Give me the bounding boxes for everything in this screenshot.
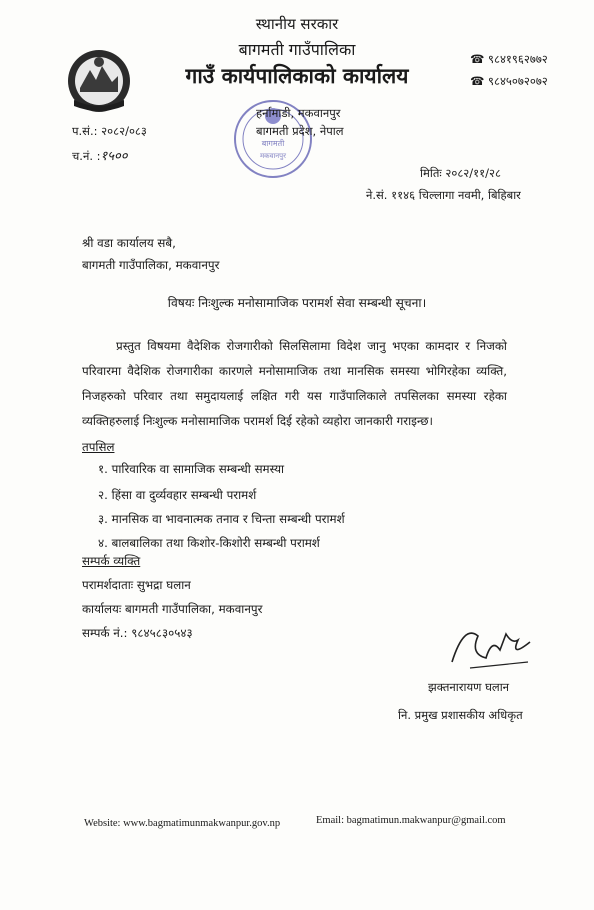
- header-line-office: गाउँ कार्यपालिकाको कार्यालय: [185, 64, 409, 88]
- schedule-item: ३. मानसिक वा भावनात्मक तनाव र चिन्ता सम्बन्धी परामर्श: [98, 512, 345, 526]
- footer-email: Email: bagmatimun.makwanpur@gmail.com: [316, 815, 506, 826]
- contact-heading: सम्पर्क व्यक्ति: [82, 554, 141, 568]
- recipient-line-2: बागमती गाउँपालिका, मकवानपुर: [82, 258, 220, 272]
- schedule-item: ४. बालबालिका तथा किशोर-किशोरी सम्बन्धी परामर्श: [98, 536, 320, 550]
- footer-website: Website: www.bagmatimunmakwanpur.gov.np: [84, 818, 281, 829]
- schedule-item: १. पारिवारिक वा सामाजिक सम्बन्धी समस्या: [98, 462, 285, 476]
- body-paragraph: प्रस्तुत विषयमा वैदेशिक रोजगारीको सिलसिलामा विदेश जानु भएका कामदार र निजको परिवारमा वैदेशिक रोजगारीका कारणले मनोसामाजिक तथा मानसिक समस्या भोगिरहेका व्यक्ति, निजहरुको परिवार तथा समुदायलाई लक्षित गरी यस गाउँपालिकाले तपसिलका समस्या रहेका व्यक्तिहरुलाई निःशुल्क मनोसामाजिक परामर्श दिई रहेको व्यहोरा जानकारी गराइन्छ।: [82, 339, 507, 428]
- phone-icon: ☎: [470, 74, 485, 88]
- svg-text:मकवानपुर: मकवानपुर: [260, 152, 286, 160]
- signatory-name: झक्तनारायण घलान: [428, 680, 510, 694]
- svg-text:बागमती: बागमती: [261, 139, 285, 148]
- header-line-province: बागमती प्रदेश, नेपाल: [256, 124, 344, 138]
- contact-phone: सम्पर्क नं.: ९८४५८३०५४३: [82, 626, 193, 640]
- contact-office: कार्यालयः बागमती गाउँपालिका, मकवानपुर: [82, 602, 263, 616]
- schedule-item: २. हिंसा वा दुर्व्यवहार सम्बन्धी परामर्श: [98, 488, 257, 502]
- header-line-municipality: बागमती गाउँपालिका: [238, 40, 356, 59]
- schedule-heading: तपसिल: [82, 440, 115, 454]
- phone-2: ☎ ९८४५०७२०७२: [470, 74, 548, 88]
- header-line-address: हर्नामाडी, मकवानपुर: [256, 106, 341, 120]
- reference-number: प.सं.: २०८२/०८३: [72, 124, 147, 138]
- subject: विषयः निःशुल्क मनोसामाजिक परामर्श सेवा सम्बन्धी सूचना।: [167, 296, 427, 310]
- nepal-sambat-date: ने.सं. ११४६ चिल्लागा नवमी, बिहिबार: [366, 188, 521, 202]
- header-line-local-government: स्थानीय सरकार: [255, 15, 339, 33]
- handwritten-signature: [440, 614, 540, 674]
- phone-icon: ☎: [470, 52, 485, 66]
- date: मितिः २०८२/११/२८: [420, 166, 501, 180]
- recipient-line-1: श्री वडा कार्यालय सबै,: [82, 236, 176, 250]
- signatory-title: नि. प्रमुख प्रशासकीय अधिकृत: [398, 708, 523, 722]
- phone-1: ☎ ९८४१९६२७७२: [470, 52, 548, 66]
- contact-counselor: परामर्शदाताः सुभद्रा घलान: [82, 578, 191, 592]
- dispatch-number: च.नं. :१५००: [72, 149, 128, 164]
